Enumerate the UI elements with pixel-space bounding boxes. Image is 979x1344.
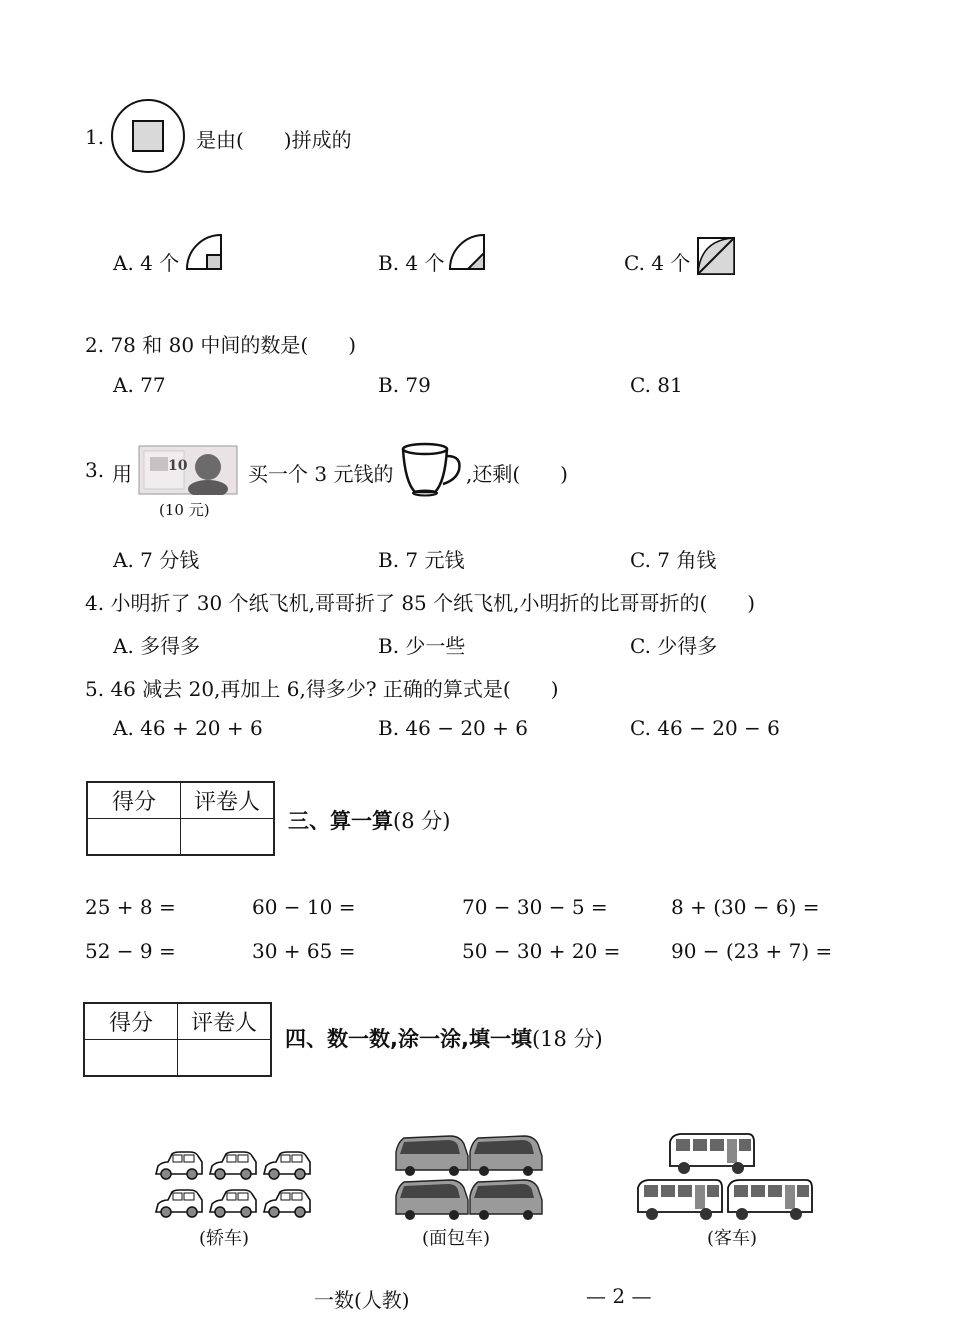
page-number: — 2 — (586, 1284, 652, 1308)
footer-label: 一数(人教) (314, 1288, 410, 1312)
q3-mid: 买一个 3 元钱的 (248, 462, 394, 486)
score-cell[interactable] (84, 1040, 178, 1077)
banknote-value: 10 (168, 458, 188, 474)
q2-text: 2. 78 和 80 中间的数是( ) (85, 333, 357, 357)
grader-header: 评卷人 (181, 782, 275, 819)
q3-post: ,还剩( ) (466, 462, 568, 486)
circle-square-figure-icon (110, 98, 186, 174)
score-cell[interactable] (87, 819, 181, 856)
grader-header: 评卷人 (178, 1003, 272, 1040)
section3-points: (8 分) (393, 809, 451, 833)
q2-option-b: B. 79 (378, 373, 431, 397)
calc-6: 30 + 65 = (252, 939, 356, 963)
calc-8: 90 − (23 + 7) = (671, 939, 833, 963)
section4-title: 四、数一数,涂一涂,填一填 (285, 1027, 532, 1051)
q5-option-c: C. 46 − 20 − 6 (630, 716, 780, 740)
q2-option-c: C. 81 (630, 373, 683, 397)
quarter-circle-with-square-icon (185, 233, 225, 271)
calc-4: 8 + (30 − 6) = (671, 895, 820, 919)
van-group-icon (392, 1132, 544, 1222)
grader-cell[interactable] (178, 1040, 272, 1077)
section3-title: 三、算一算 (288, 809, 393, 833)
q1-option-a: A. 4 个 (113, 251, 180, 275)
calc-7: 50 − 30 + 20 = (462, 939, 621, 963)
q3-pre: 用 (112, 462, 132, 486)
score-table-section3 (86, 781, 275, 856)
q3-option-a: A. 7 分钱 (113, 548, 200, 572)
q1-option-b: B. 4 个 (378, 251, 445, 275)
q5-option-a: A. 46 + 20 + 6 (113, 716, 263, 740)
banknote-icon (138, 445, 238, 495)
money-caption: (10 元) (159, 501, 210, 519)
calc-3: 70 − 30 − 5 = (462, 895, 608, 919)
q4-text: 4. 小明折了 30 个纸飞机,哥哥折了 85 个纸飞机,小明折的比哥哥折的( ) (85, 591, 756, 615)
calc-5: 52 − 9 = (85, 939, 176, 963)
calc-2: 60 − 10 = (252, 895, 356, 919)
q2-option-a: A. 77 (113, 373, 166, 397)
segment-shape-icon (696, 236, 736, 276)
q3-option-c: C. 7 角钱 (630, 548, 717, 572)
cup-icon (400, 442, 464, 498)
car-group-icon (150, 1146, 316, 1222)
q1-number: 1. (85, 125, 105, 149)
calc-1: 25 + 8 = (85, 895, 176, 919)
score-header: 得分 (84, 1003, 178, 1040)
q4-option-c: C. 少得多 (630, 634, 718, 658)
bus-caption: (客车) (707, 1228, 758, 1249)
score-header: 得分 (87, 782, 181, 819)
q3-option-b: B. 7 元钱 (378, 548, 465, 572)
q5-option-b: B. 46 − 20 + 6 (378, 716, 528, 740)
quarter-circle-with-triangle-icon (448, 233, 488, 271)
grader-cell[interactable] (181, 819, 275, 856)
van-caption: (面包车) (422, 1228, 491, 1249)
q1-option-c: C. 4 个 (624, 251, 691, 275)
q4-option-b: B. 少一些 (378, 634, 466, 658)
bus-group-icon (634, 1130, 816, 1224)
section4-points: (18 分) (531, 1027, 603, 1051)
q5-text: 5. 46 减去 20,再加上 6,得多少? 正确的算式是( ) (85, 677, 559, 701)
section3-heading (288, 805, 450, 835)
car-caption: (轿车) (199, 1228, 250, 1249)
q4-option-a: A. 多得多 (113, 634, 201, 658)
section4-heading (285, 1023, 603, 1053)
q3-number: 3. (85, 458, 105, 482)
score-table-section4 (83, 1002, 272, 1077)
q1-text: 是由( )拼成的 (196, 128, 352, 152)
